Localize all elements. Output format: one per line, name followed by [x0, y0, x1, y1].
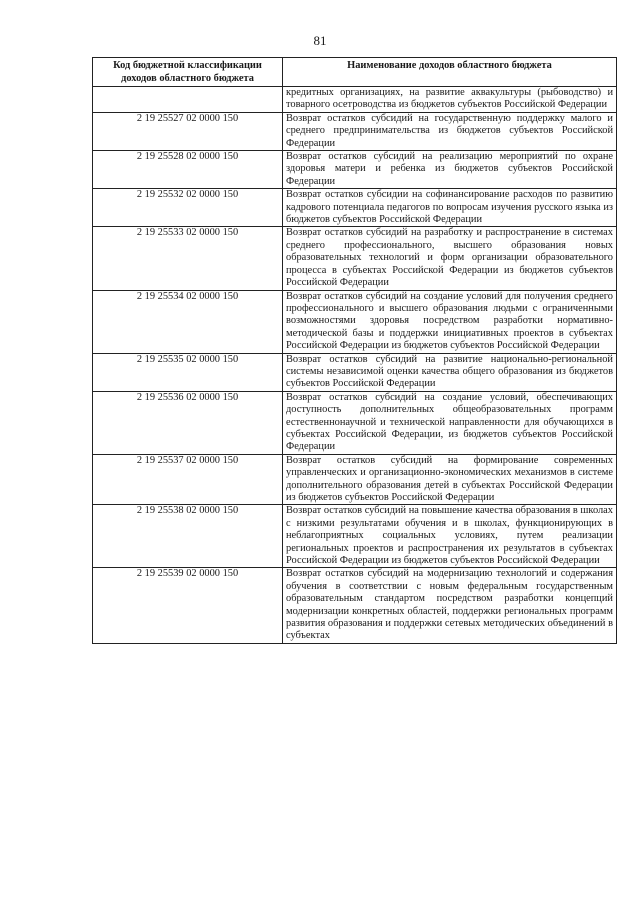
page-number: 81 [313, 33, 327, 48]
table-row [93, 391, 617, 454]
header-name: Наименование доходов областного бюджета [283, 58, 617, 87]
row-code: 2 19 25538 02 0000 150 [93, 505, 283, 568]
row-name: Возврат остатков субсидий на формирование современных управленческих и организационно-экономических механизмов в системе дополнительного образования детей в субъектах Российской Федерации из бюджетов субъектов Российской Федерации [283, 454, 617, 505]
table-header-row [93, 58, 617, 87]
table-row [93, 505, 617, 568]
row-code: 2 19 25534 02 0000 150 [93, 290, 283, 353]
row-name: кредитных организациях, на развитие аквакультуры (рыбоводство) и товарного осетроводства из бюджетов субъектов Российской Федерации [283, 87, 617, 113]
row-name: Возврат остатков субсидий на развитие национально-региональной системы независимой оценки качества общего образования из бюджетов субъектов Российской Федерации [283, 353, 617, 391]
table-row [93, 290, 617, 353]
row-name: Возврат остатков субсидий на разработку и распространение в системах среднего профессионального, высшего образования новых образовательных технологий и форм организации образовательного процесса в субъектах Российской Федерации из бюджетов субъектов Российской Федерации [283, 227, 617, 290]
row-code: 2 19 25535 02 0000 150 [93, 353, 283, 391]
row-name: Возврат остатков субсидий на создание условий для получения среднего профессионального и высшего образования людьми с ограниченными возможностями здоровья посредством разработки нормативно-методической базы и поддержки инициативных проектов в субъектах Российской Федерации из бюджетов субъектов Российской Федерации [283, 290, 617, 353]
row-code: 2 19 25527 02 0000 150 [93, 112, 283, 150]
table-row [93, 454, 617, 505]
table-row [93, 87, 617, 113]
row-name: Возврат остатков субсидий на реализацию мероприятий по охране здоровья матери и ребенка из бюджетов субъектов Российской Федерации [283, 151, 617, 189]
table-row [93, 151, 617, 189]
row-name: Возврат остатков субсидий на модернизацию технологий и содержания обучения в соответствии с новым федеральным государственным образовательным стандартом посредством разработки концепций модернизации конкретных областей, поддержки региональных программ развития образования и поддержки сетевых методических объединений в субъектах [283, 568, 617, 643]
row-code: 2 19 25536 02 0000 150 [93, 391, 283, 454]
row-name: Возврат остатков субсидий на создание условий, обеспечивающих доступность дополнительных общеобразовательных программ естественнонаучной и технической направленности для обучающихся в субъектах Российской Федерации, из бюджетов субъектов Российской Федерации [283, 391, 617, 454]
table-row [93, 189, 617, 227]
row-name: Возврат остатков субсидии на софинансирование расходов по развитию кадрового потенциала педагогов по вопросам изучения русского языка из бюджетов субъектов Российской Федерации [283, 189, 617, 227]
row-code: 2 19 25528 02 0000 150 [93, 151, 283, 189]
table-row [93, 227, 617, 290]
row-code: 2 19 25533 02 0000 150 [93, 227, 283, 290]
row-code: 2 19 25539 02 0000 150 [93, 568, 283, 643]
row-code [93, 87, 283, 113]
row-name: Возврат остатков субсидий на государственную поддержку малого и среднего предпринимательства из бюджетов субъектов Российской Федерации [283, 112, 617, 150]
table-row [93, 353, 617, 391]
budget-classification-table [92, 57, 617, 644]
row-name: Возврат остатков субсидий на повышение качества образования в школах с низкими результатами обучения и в школах, функционирующих в неблагоприятных социальных условиях, путем реализации региональных проектов и распространения их результатов в субъектах Российской Федерации из бюджетов субъектов Российской Федерации [283, 505, 617, 568]
table-row [93, 112, 617, 150]
row-code: 2 19 25532 02 0000 150 [93, 189, 283, 227]
header-code: Код бюджетной классификации доходов областного бюджета [93, 58, 283, 87]
table-row [93, 568, 617, 643]
row-code: 2 19 25537 02 0000 150 [93, 454, 283, 505]
